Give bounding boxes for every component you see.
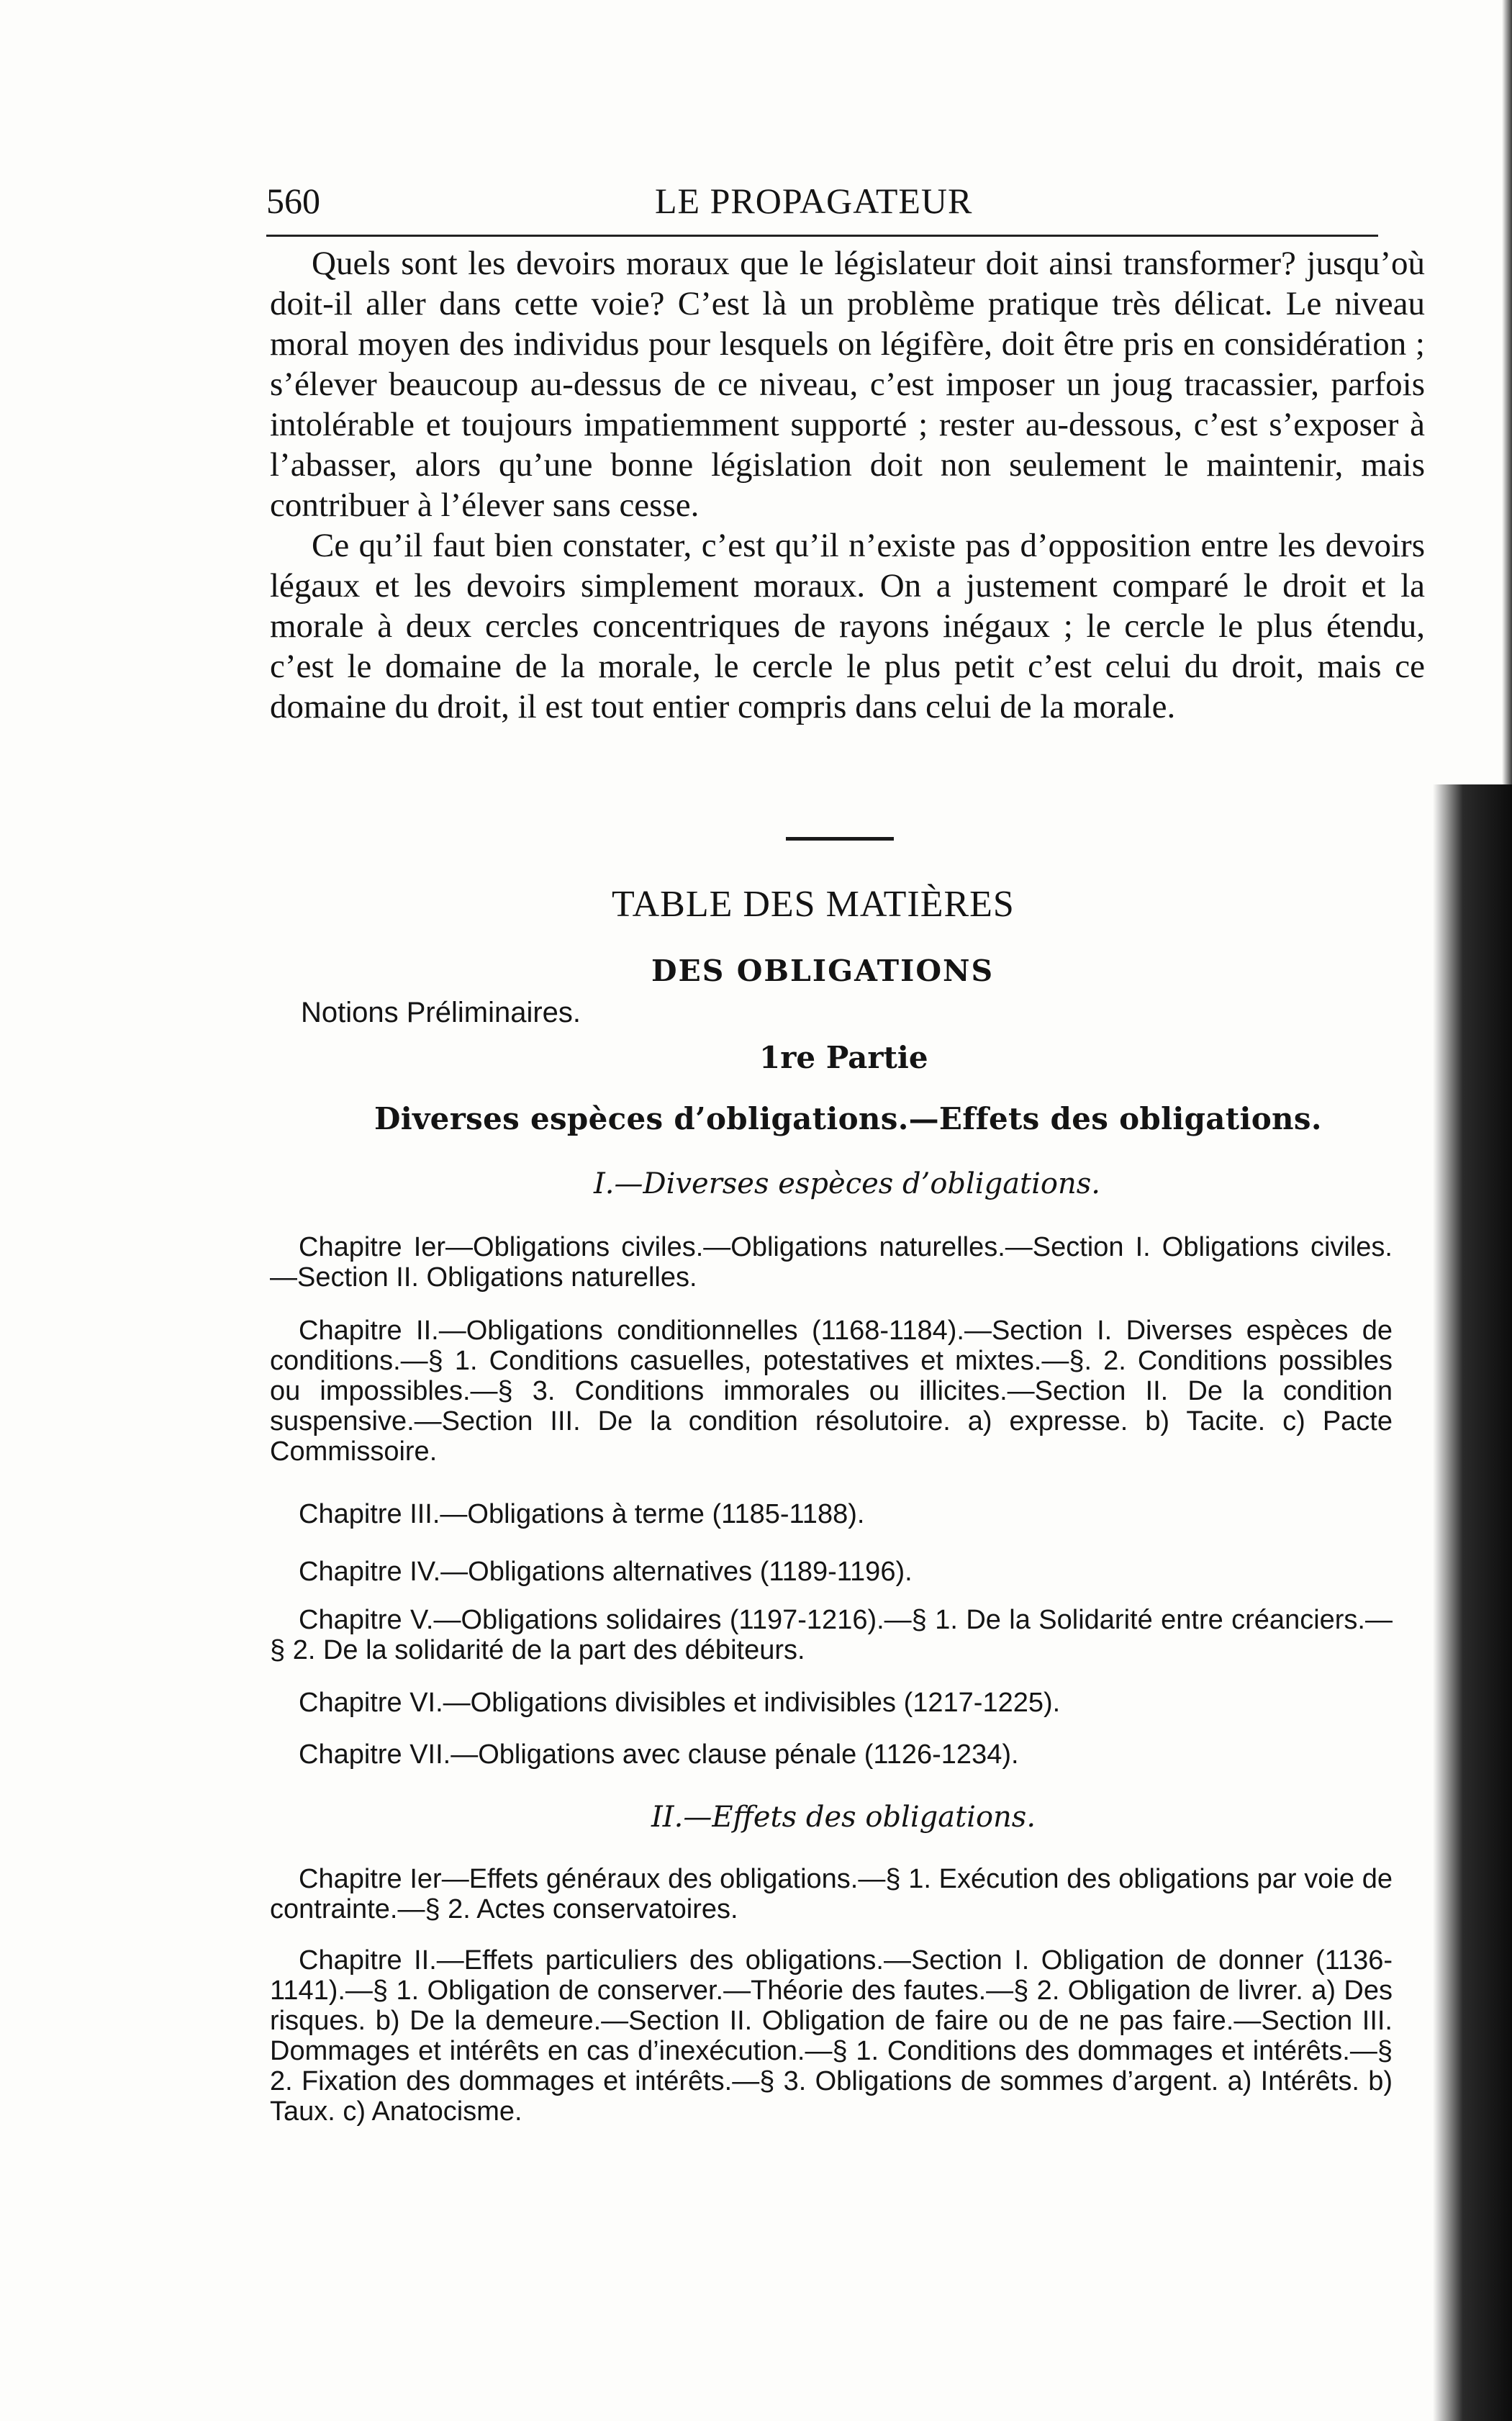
section-title: I.—Diverses espèces d’obligations.: [594, 1167, 1101, 1200]
toc-entry: [270, 1232, 1393, 1293]
part-title: 1re Partie: [759, 1040, 928, 1075]
toc-entry: [270, 1557, 1393, 1587]
paragraph: Ce qu’il faut bien constater, c’est qu’il n’existe pas d’opposition entre les devoirs légaux et les devoirs simplement moraux. On a justement comparé le droit et la morale à deux cercles concentriques de rayons inégaux ; le cercle le plus étendu, c’est le domaine de la morale, le cercle le plus petit c’est celui du droit, mais ce domaine du droit, il est tout entier compris dans celui de la morale.: [270, 527, 1425, 725]
toc-entry-text: Chapitre II.—Obligations conditionnelles (1168-1184).—Section I. Diverses espèces de conditions.—§ 1. Conditions casuelles, potestatives et mixtes.—§. 2. Conditions possibles ou impossibles.—§ 3. Conditions immorales ou illicites.—Section II. De la condition suspensive.—Section III. De la condition résolutoire. a) expresse. b) Tacite. c) Pacte Commissoire.: [270, 1316, 1393, 1467]
toc-entry-text: Chapitre V.—Obligations solidaires (1197-1216).—§ 1. De la Solidarité entre créanciers.—§ 2. De la solidarité de la part des débiteurs.: [270, 1605, 1393, 1665]
toc-entry: [270, 1945, 1393, 2127]
toc-entry-text: Chapitre VI.—Obligations divisibles et indivisibles (1217-1225).: [299, 1688, 1061, 1718]
header-rule: [266, 235, 1378, 237]
toc-entry: [270, 1739, 1393, 1770]
page-edge-shadow: [1502, 0, 1512, 806]
part-subtitle: Diverses espèces d’obligations.—Effets des obligations.: [374, 1101, 1322, 1136]
binding-shadow: [1433, 784, 1512, 2421]
toc-entry: [270, 1864, 1393, 1924]
toc-entry: [270, 1688, 1393, 1718]
toc-title: TABLE DES MATIÈRES: [612, 884, 1015, 925]
running-title: LE PROPAGATEUR: [655, 181, 973, 221]
toc-entry-text: Chapitre II.—Effets particuliers des obligations.—Section I. Obligation de donner (1136-1141).—§ 1. Obligation de conserver.—Théorie des fautes.—§ 2. Obligation de livrer. a) Des risques. b) De la demeure.—Section II. Obligation de faire ou de ne pas faire.—Section III. Dommages et intérêts en cas d’inexécution.—§ 1. Conditions des dommages et intérêts.—§ 2. Fixation des dommages et intérêts.—§ 3. Obligations de sommes d’argent. a) Intérêts. b) Taux. c) Anatocisme.: [270, 1945, 1393, 2127]
toc-entry-text: Chapitre III.—Obligations à terme (1185-1188).: [299, 1499, 865, 1529]
toc-entry-text: Chapitre VII.—Obligations avec clause pénale (1126-1234).: [299, 1739, 1019, 1770]
toc-entry: [270, 1605, 1393, 1665]
toc-entry-text: Chapitre IV.—Obligations alternatives (1189-1196).: [299, 1557, 913, 1587]
toc-notions: Notions Préliminaires.: [301, 997, 581, 1028]
toc-entry: [270, 1499, 1393, 1529]
toc-entry: [270, 1316, 1393, 1467]
section-divider: [786, 837, 894, 841]
paragraph: Quels sont les devoirs moraux que le législateur doit ainsi transformer? jusqu’où doit-il aller dans cette voie? C’est là un problème pratique très délicat. Le niveau moral moyen des individus pour lesquels on légifère, doit être pris en considération ; s’élever beaucoup au-dessus de ce niveau, c’est imposer un joug tracassier, parfois intolérable et toujours impatiemment supporté ; rester au-dessous, c’est s’exposer à l’abasser, alors qu’une bonne législation doit non seulement le maintenir, mais contribuer à l’élever sans cesse.: [270, 245, 1425, 524]
body-text: [270, 243, 1425, 727]
page-header: [266, 180, 1414, 226]
toc-entry-text: Chapitre Ier—Effets généraux des obligations.—§ 1. Exécution des obligations par voie de contrainte.—§ 2. Actes conservatoires.: [270, 1864, 1393, 1924]
toc-entry-text: Chapitre Ier—Obligations civiles.—Obligations naturelles.—Section I. Obligations civiles.—Section II. Obligations naturelles.: [270, 1232, 1393, 1293]
page-number: 560: [266, 181, 320, 221]
toc-subtitle: DES OBLIGATIONS: [651, 954, 995, 988]
section-title: II.—Effets des obligations.: [651, 1801, 1036, 1834]
